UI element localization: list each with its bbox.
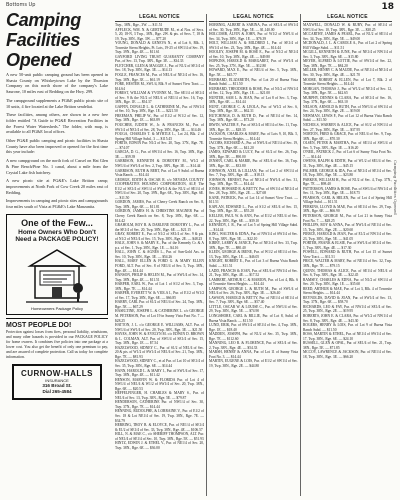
column-entries xyxy=(303,23,392,359)
ad-title: One of the Few... xyxy=(21,217,93,228)
left-sidebar xyxy=(4,8,110,496)
legal-notice-entry: JENSEN, CARL & MARIE, Pur. of SE1/4 of Sec. 36, Twp. 38N., Rge. 3E. — $33.80 xyxy=(209,159,298,168)
legal-notice-entry: MEYER, ALFRED & LOTTIE, Pur. of SW1/4 of Sec. 22, Twp. 38N., Rge. 7E. — $84.20 xyxy=(303,59,392,68)
legal-notice-entry: FORE, HESTER M., SW1/4, Blk. 9 of Sunset View Tract. — $14.64 xyxy=(115,82,204,91)
legal-notice-entry: MCCOY, LAWRENCE & JACKSON, Pur. of NE1/4 of Sec. 18, Twp. 38N., Rge. 3E. — $66.20 xyxy=(303,350,392,359)
legal-notice-entry: MILLER, HENRY C. & MAUDE, Pur. of NE1/4 of NE1/4 of Sec. 30, Twp. 38N., Rge. 4E. — $21.70 xyxy=(303,68,392,78)
column-header: LEGAL NOTICE xyxy=(209,14,298,22)
margin-note-text: Camping Facilities Opened xyxy=(393,160,398,215)
legal-notice-entry: FOUCHER, JUDITH W., Jr. & FRANCES M., Pur. of SW1/4 of NE1/4 of Sec. 28, Twp. 38N., Rge. 3E. — $14.46 xyxy=(115,123,204,132)
article-paragraph: These facilities, among others, are shown in a new free folder entitled "A Guide to PG&E Recreation Facilities in the Forest Water Watersheds." The folder, with map, is available to all PG&E local offices. xyxy=(6,112,108,135)
legal-notice-entry: YOUNG, DONALD & GENEVA N., et al Lot 6, Blk. 1, Townsite Sierra Heights, Pt. Lots, 19-25 of SW1/4 of Sec. 19, Twp. 39N., Rge. 4E. — $11.61 xyxy=(115,41,204,55)
homeowner-sign-illustration xyxy=(22,244,92,306)
legal-notice-entry: LONGSHORE, CARL & BILLIE, Pur. of Lot 8, Subd. of Buena Vista Ranch. — $11.50 xyxy=(209,314,298,323)
legal-notice-entry: MORGAN, THOMAS J., Pur. of W1/2 of NE1/4 of Sec. 12, Twp. 38N., Rge. 5E. — $42.65 xyxy=(303,86,392,96)
legal-notice-entry: LAMPSON, GEORGE L. & RUTH M., Pur. of SW1/4 of NE1/4 of Sec. 26, Twp. 38N., Rge. 3E. — $26.40 xyxy=(209,286,298,296)
legal-notice-entry: LAMBERT, ARTHUR C. & MARION, Pur. of Lot 4, Blk. 6 of Townsite Sierra Heights. — $14.44 xyxy=(209,277,298,287)
legal-notice-entry: MARSH, HENRY & ANNA, Pur. of Lot 11 of Sunny Vista Foot No. 3. — $14.44 xyxy=(209,350,298,359)
legal-notice-entry: QUINN, THOMAS & ALICE, Pur. of SE1/4 of NE1/4 of Sec. 6, Twp. 38N., Rge. 3E. — $22.45 xyxy=(303,268,392,278)
legal-notice-entry: HENNING, RUDOLPHE, & LORRAINE V., Pur. of E1/2 of Sec. 18 & Lot NE1/4 of Sec. 19, Twp. 38N., Rge. 7E. — $34.79 xyxy=(115,409,204,423)
legal-notice-entry: GRAY, ROBERT E., Pur. of N1/2 of SE1/4 of Sec. 9 & pts. of N1/2 of NE1/4 of Sec. 15, Twp. 38N., Rge. 2E. — $48.25 xyxy=(115,232,204,241)
legal-notice-entry: HOWARD, MAX E., Pur. of NE1/4 of Sec. 5, Twp. 38N., Rge. 5E. — $45.77 xyxy=(209,68,298,78)
legal-notice-entry: KAPLAN, EDWARD L., Pur. of S1/2 of SE1/4 of Sec. 15, Twp. 38N., Rge. 3E. — $55.20 xyxy=(209,204,298,214)
legal-notice-entry: ROGERS, HENRY & LOIS, Pur. of Lot 9 of Buena Vista Ranch Subd. — $11.50 xyxy=(303,323,392,332)
legal-notice-entry: GEORGE, EDITH & OSCAR R. c/o NEVADA COUNTY COOPERATIVE HOUSING CORPORATION, ALP, The E1/2 of SE1/4 of SW1/4 of SW1/4 & the N1/2 of SE1/4 of NW1/4 of Sec. 20, Twp. 39N., Rge. 6E., Twp. 38N., Rge. 6E. — $11.50 xyxy=(115,177,204,200)
legal-notice-entry: HEFFELFINGER, H. CHARLES & MARY S., Pur. of NE1/4 of Sec. 13, Twp. 38N., Rge. 5E. — $79.87 xyxy=(115,391,204,400)
ad2-body: Protection against losses from fires, personal liability, windstorm, and many other hazards is provided in our PACKAGE POLICY for home owners. It combines five policies into one package at a lower cost. You also get the benefit of only one premium to pay, and are assured of complete protection. Call us today for complete information. xyxy=(6,329,108,359)
page-number: 18 xyxy=(381,2,394,12)
legal-notice-entry: HUNT, GEORGE C. & LEOLA, Pur. of W1/2 of Sec. 6, Twp. 38N., Rge. 3E. — $62.31 xyxy=(209,104,298,114)
legal-notice-entry: HUNTER, SAM L. & JEAN, Pur. of Lot 8 of Sec. 3, Twp. 38N., Rge. 6E. — $14.44 xyxy=(209,95,298,105)
ad2-title: MOST PEOPLE DO! xyxy=(6,321,72,329)
legal-notice-entry: FORTIS, EDWIN Pur. N1/2 of Sec. 20, Twp. 37N., Rge. 7E. — $74.07 xyxy=(115,141,204,150)
legal-notice-entry: GARCIA, D. G., Pur. of SW1/4 of Sec. 16, Twp. 38N., Rge. 3E. — $59.39 xyxy=(115,150,204,159)
legal-notice-entry: LADD, FRANCIS & JOAN, Pur. of SE1/4 of NW1/4 of Sec. 21, Twp. 38N., Rge. 4E. — $17.52 xyxy=(209,268,298,278)
legal-notice-entry: GORDON, JAMES H. & CHRISTINE MAGNER Pur. of Cherry Creek Ranch on Sec. 8, Twp. 38N., Rge. 6E. — $14.42 xyxy=(115,209,204,223)
legal-notice-entry: HOERNIG, ALBERT & SABINA, Pur. of SE1/4 of SW1/4 of Sec. 30, Twp. 38N., Rge. 5E. — $1,140.00 xyxy=(209,23,298,32)
legal-notice-column xyxy=(206,14,300,496)
margin-note xyxy=(392,160,400,320)
legal-notice-entry: HARRY, CARL Pur. of S1/2 of NE1/4 of Sec. 24, Twp. 38N., Rge. 5E. — $67.29 xyxy=(115,300,204,309)
legal-notice-entry: PERKINS, LLOYD & MAE, Pur. of SE1/4 of Sec. 29, Twp. 38N., Rge. 6E. — $66.90 xyxy=(303,204,392,214)
column-entries xyxy=(209,23,298,369)
column-header: LEGAL NOTICE xyxy=(303,14,392,22)
sidebar-divider xyxy=(6,318,108,319)
legal-notice-entry: MURPHY, DENNIS & CLARA, Pur. of SE1/4 of Sec. 16, Twp. 37N., Rge. 6E. — $63.10 xyxy=(303,95,392,105)
legal-notice-column xyxy=(113,14,206,496)
legal-notice-entry: HENDERSON, CATHERINE Pur. of NW1/4 of Sec. 30, Twp. 37N., Rge. 7E. — $14.44 xyxy=(115,400,204,409)
legal-notice-column xyxy=(300,14,394,496)
legal-notice-entry: NEWMAN, LEWIS F., Pur. of Lot 12 of Buena Vista Ranch Subd. — $11.50 xyxy=(303,113,392,123)
legal-notice-entry: MARTIN, EUGENE & LOIS, Pur. of E1/2 of SW1/4 of Sec. 19, Twp. 38N., Rge. 2E. — $44.80 xyxy=(209,359,298,369)
legal-notice-entry: HATTON, J. L. c/o GEORGE E. WILLIAMS, ALT. Pur. of NW1/4 of SW1/4 of Sec. 20, Twp. 38N., Rge. 3E. — $21.50 xyxy=(115,323,204,332)
legal-notice-entry: RICHARDS, LEO & FAY, Pur. of NW1/4 of SE1/4 of Sec. 25, Twp. 38N., Rge. 2E. — $19.95 xyxy=(303,304,392,314)
legal-notice-entry: HERRING, TROY B. & ELOYCE, Pur. of NE1/4 of SE1/4 & E1/2 of SE1/4 of Sec. 33, Twp. 38N., Rge. 4E. — $106.57 xyxy=(115,423,204,432)
top-mark: Bottoms Up xyxy=(6,2,36,8)
curnow-halls-ad xyxy=(12,364,102,400)
legal-notice-columns xyxy=(113,14,394,496)
legal-notice-entry: REED, ARTHUR & MAE, Pur. of Lot 3, Blk. 4 of Townsite Sierra Heights. — $14.44 xyxy=(303,286,392,296)
agency-phone: Dial 265-4584 xyxy=(42,388,72,394)
legal-notice-entry: RUSSELL, GLEN & OPAL, Pur. of SE1/4 of Sec. 21, Twp. 38N., Rge. 5E. — $71.85 xyxy=(303,341,392,350)
legal-notice-entry: LITTLE, OSCAR W. & LOUISE C., Pur. of NW1/4 of Sec. 29, Twp. 38N., Rge. 5E. — $74.90 xyxy=(209,304,298,314)
article-paragraph: A new 50-unit public camping ground has been opened in Shasta County on Whiskeytown Lake by the Thurston Company on this north shore of the company's Lake Saurone, 10 miles east of Redding on the Hwy. 299. xyxy=(6,72,108,95)
article-paragraph: Other PG&E public camping and picnic facilities in Shasta County have also been improved or opened for the first time this year include: xyxy=(6,138,108,155)
legal-notice-entry: ROBERTS, JOHN E. & CLARA, Pur. of W1/2 of NW1/4 of Sec. 8, Twp. 38N., Rge. 4E. — $43.30 xyxy=(303,314,392,323)
legal-notice-entry: PRICE, WALTER & MARY, Pur. of NE1/4 of Sec. 32, Twp. 38N., Rge. 7E. — $79.15 xyxy=(303,259,392,268)
legal-notice-entry: HOLT, WILLIAM A. & MILDRED I., Pur. of SE1/4 of SW1/4 of Sec. 23, Twp. 38N., Rge. 4E. — $14.44 xyxy=(209,41,298,50)
legal-notice-entry: GORDON, JAMES, Pur. of Cherry Creek Ranch on Sec. 8, Twp. 38N., Rge. 6E. — $11.81 xyxy=(115,200,204,209)
legal-notice-entry: HANSON, PHILIP & HELEN M., Pur. of SW1/4 of Sec. 14, Twp. 38N., Rge. 4E. — $11.51 xyxy=(115,273,204,282)
article-paragraph: A new campground on the north fork of Cassel on Hat Glen & Pine Bench/Pine No. 1 canal, about a mile from the Crystal Lake fish hatchery. xyxy=(6,158,108,175)
legal-notice-entry: PALMER, GEORGE & IDA, Pur. of NE1/4 of SE1/4 of Sec. 18, Twp. 38N., Rge. 5E. — $23.80 xyxy=(303,168,392,178)
legal-notice-entry: HALL, JOHN C. & AGNES L., Pur. of Sun-Gold Ass. in Sec. 10, Twp. 38N., Rge. 3E. — $54.26 xyxy=(115,250,204,259)
legal-notice-entry: HUBBARD, THEODORE & ROSE, Pur. of N1/2 of NW1/4 of Sec. 12, Twp. 38N., Rge. 1E. — $21.00 xyxy=(209,86,298,96)
legal-notice-entry: POWELL, EDWARD & RUTH, Pur. of Lot 15 of Sunset View Tract. — $11.51 xyxy=(303,250,392,259)
legal-notice-entry: PATTERSON, JAMES & ROSE, Pur. of SW1/4 of NW1/4 of Sec. 11, Twp. 38N., Rge. 3E. — $18.75 xyxy=(303,186,392,196)
legal-notice-entry: HILL, N. & MAE C., c/o SHERIFF THOMPSON, ALT. Pur. of NE1/4 of SE1/4 of Sec. 10, Twp. 38N., Rge. 5E. — $51.93 xyxy=(115,432,204,441)
article-paragraph: Improvements in camping and picnic sites and campgrounds four miles south of Vista at PG&E's Lake Manzanita. xyxy=(6,198,108,210)
legal-notice-entry: MCGILL, KENNETH & JUNE, Pur. of NE1/4 of NW1/4 of Sec. 3, Twp. 38N., Rge. 6E. — $15.80 xyxy=(303,50,392,59)
legal-notice-entry: OWENS, RALPH & EDITH, Pur. of W1/2 of SE1/4 of Sec. 31, Twp. 38N., Rge. 4E. — $45.15 xyxy=(303,159,392,168)
legal-notice-entry: OLSEN, PETER & MARTHA, Pur. of SE1/4 of SW1/4 of Sec. 5, Twp. 38N., Rge. 1E. — $16.20 xyxy=(303,141,392,150)
insurance-ad xyxy=(6,214,108,315)
legal-notice-entry: HOOLEY, JOSEPH M. & ROSE E., Pur. of N1/2 of NE1/4 of Sec. 10, Twp. 38N., Rge. 4E. — $49.80 xyxy=(209,50,298,59)
legal-notice-entry: Twp., 38N., Rge., 3W. — $11.51 xyxy=(115,23,163,27)
agency-tagline: INSURANCE xyxy=(45,377,69,383)
legal-notice-entry: MANNING, LEO R. & FLORENCE, Pur. of SE1/4 of Sec. 2, Twp. 38N., Rge. 4E. — $54.33 xyxy=(209,341,298,350)
legal-notice-entry: JAMES, EDWARD & LUCY, Pur. of S1/2 of Sec. 26, Twp. 38N., Rge. 5E. — $90.00 xyxy=(209,150,298,159)
legal-notice-entry: NORTON, FRED & GRACE, Pur. of NE1/4 of Sec. 9, Twp. 38N., Rge. 6E. — $70.30 xyxy=(303,132,392,141)
legal-notice-entry: PARKER, WILLIAM H., Pur. of N1/2 of Sec. 4, Twp. 37N., Rge. 7E. — $98.40 xyxy=(303,177,392,187)
legal-notice-entry: FREEMAN, PHILIP W., Pur. of E1/2 of W1/2 of Sec. 12, Twp. 38N., Rge. 1E. — $63.89 xyxy=(115,113,204,123)
legal-notice-entry: PIERCE, HAROLD & JEAN, Pur. of E1/2 of NW1/4 of Sec. 23, Twp. 38N., Rge. 5E. — $41.05 xyxy=(303,232,392,241)
ad-subtitle: Home Owners Who Don't Need a PACKAGE POLICY! xyxy=(15,228,99,244)
legal-notice-entry: HARPER, EARL W., Pur. of Lot 1 of S1/2 of Sec. 3, Twp. 38N., Rge. 7E. — $14.44 xyxy=(115,282,204,291)
legal-notice-entry: KNIGHT, ROBERT E., Pur. of Lot 3 of Buena Vista Ranch Subd. — $11.51 xyxy=(209,259,298,268)
ad-caption: Homeowners Package Policy xyxy=(30,305,84,311)
legal-notice-entry: HAZELWOOD, SIDNEY C., Pur. of S1/2 of NE1/4 of Sec. 20 & pts. of W1/2 of SW1/4 of NE1/4 of Sec. 21, Twp. 38N., Rge. 7E. — $81.93 xyxy=(115,345,204,359)
legal-notice-entry: HENSON, MARVIN W. & FLORIDA Pur. of Lot 4 of NW1/4 of NE1/4 & W1/2 of SW1/4 of Sec. 20, Twp. 38N., Rge. 6E. — $20.53 xyxy=(115,377,204,391)
legal-notice-entry: HALL, MARY ELLEN & FORD G. & MARY ELLEN FORD, ALT. Pur. of Sec. 8 of NE1/4 of Sec. 5, Twp. 38N., Rge. 4E. — $14.44 xyxy=(115,259,204,273)
legal-notice-entry: FOGLE, FRANCES M., Pur. of NE1/4 of NE1/4 of Sec. 16, Twp. 38N., Rge. 3E. — $61.19 xyxy=(115,73,204,82)
legal-notice-entry: GARRISON, KENNETH & DOROTHY M., W1/2 of NW1/4 of SW1/4 of Sec. 2, Twp. 38N., Rge. 3E. — $14.44 xyxy=(115,159,204,168)
legal-notice-entry: LUND, ERIK, Pur. of SW1/4 of SE1/4 of Sec. 4, Twp. 38N., Rge. 1E. — $18.40 xyxy=(209,323,298,332)
legal-notice-entry: MAXWELL, DONALD W. & RUBY, Pur. of SE1/4 of NW1/4 of Sec. 10, Twp. 38N., Rge. 3E. — $30.25 xyxy=(303,23,392,32)
legal-notice-entry: GAYFORD LIVING TRUST GUARANTY COMPANY Pur., of Sec. 13, Twp. 38N., Rge. 3E. — $34.33 xyxy=(115,54,204,64)
legal-notice-entry: HOLCOMB, ALVIN & JOHN, Pur. of W1/2 of NW1/4 of Sec. 34, Twp. 38N., Rge. 1E. — $76.39 xyxy=(209,32,298,41)
legal-notice-entry: HARPER, EVERETT W. & VIOLA I., Pur. of E1/2 of W1/2 of Sec. 17, Twp. 38N., Rge. 6E. — $66.85 xyxy=(115,291,204,300)
column-header: LEGAL NOTICE xyxy=(115,14,204,22)
legal-notice-entry: JACKSON, CHARLES & MARY, Pur. of Lots 9, 10, Blk. 5, Townsite Sierra Heights. — $14.44 xyxy=(209,132,298,141)
legal-notice-entry: REYNOLDS, DAVID & JOAN, Pur. of SW1/4 of Sec. 13, Twp. 37N., Rge. 6E. — $58.70 xyxy=(303,295,392,305)
legal-notice-entry: GAFFIN, DONALD L. & CATHERINE M., Pur. of NW1/4 of Sec. 10, Twp. 38N., Rge. 1E. — $221.50 xyxy=(115,104,204,114)
legal-notice-entry: HAZELWOOD, SIDNEY C., et al Pur. of Lot 10 of SE1/4 of Sec. 35, Twp. 38N., Rge. 6E. — $14.44 xyxy=(115,359,204,369)
article-paragraph: A new picnic site at PG&E's Lake Britton camp; improvements at North Fork of Cow Creek 20 miles east of Redding. xyxy=(6,178,108,195)
legal-notice-entry: HASELTINE, JOSEPH L. & CATHERINE L. c/o GEORGE M. PETERSON, Pur. of Lot 19 in Sunny Vista Foot No. 7 — $28.25 xyxy=(115,309,204,323)
legal-notice-entry: RAMSEY, CHARLES & EDNA, Pur. of N1/2 of SW1/4 of Sec. 20, Twp. 38N., Rge. 1E. — $35.60 xyxy=(303,277,392,287)
legal-notice-entry: JOHNSON, AXEL & LILLIAN, Pur. of Lot 2 of SW1/4 of Sec. 7, Twp. 38N., Rge. 4E. — $18.13 xyxy=(209,168,298,178)
legal-notice-entry: HANN, HAROLD L. & MARY I., Pur. of SW1/4 of Sec. 17, Twp. 38N., Rge. 4E. — $11.42 xyxy=(115,368,204,378)
agency-name: CURNOW-HALLS xyxy=(20,368,94,378)
legal-notice-entry: PORTER, FRANK & ELSIE, Pur. of SW1/4 of SE1/4 of Sec. 1, Twp. 38N., Rge. 4E. — $17.30 xyxy=(303,241,392,250)
legal-notice-entry: HINTZ, EDWIN J. & ETHEL V., Pur. of NE1/4 of Sec. 20, Twp. 38N., Rge. 6E. — $36.00 xyxy=(115,441,204,450)
legal-notice-entry: KLEIN, GEORGE & IRENE, Pur. of W1/2 of SE1/4 of Sec. 13, Twp. 38N., Rge. 1E. — $46.05 xyxy=(209,250,298,259)
legal-notice-entry: NICHOLS, WARREN & ALICE, Pur. of S1/2 of NW1/4 of Sec. 27, Twp. 38N., Rge. 3E. — $37.95 xyxy=(303,123,392,132)
column-entries xyxy=(115,23,204,450)
legal-notice-entry: HAYES, JOHN W. & EVELYN M. c/o EDWIN D. BROWN & L. COLMAN, ALT. Pur. of SW1/4 of SE1/4 of Sec. 15, Twp. 38N., Rge. 1E. — $7.54 xyxy=(115,332,204,346)
legal-notice-entry: GRAHOLM, ROY B. & DARLENE DOROTHY L., Pur. of the SE1/4 of Sec. 20, Twp. 38N., Rge. 6E. — $21.15 xyxy=(115,223,204,232)
legal-notice-entry: MADDEN, JOSEPH, Pur. of N1/2 of Sec. 35, Twp. 38N., Rge. 7E. — $112.60 xyxy=(209,332,298,341)
legal-notice-entry: IRWIN, WALTER F., Pur. of SE1/4 of SE1/4 of Sec. 11, Twp. 38N., Rge. 1E. — $28.35 xyxy=(209,123,298,132)
legal-notice-entry: PETERSON, GEORGE M., Pur. of Lot 21 in Sunny Vista Foot No. 7. — $28.25 xyxy=(303,213,392,223)
legal-notice-entry: AFFLECK, WM. N. & GERTRUDE M., et al Nos. of Secs. 5, 20, 18-N, 3 Twp., 38N., Rge. 2W. & pts. of Secs. 7, 18 & 19, Twp. 38N., Rge. 3W. — $77.20 xyxy=(115,27,204,41)
agency-address: 316 Broad St. xyxy=(42,382,72,388)
legal-notice-entry: NELSON, ARNOLD & RUTH, Pur. of NW1/4 of SW1/4 of Sec. 24, Twp. 38N., Rge. 2E. — $19.00 xyxy=(303,104,392,114)
legal-notice-entry: KANE, PATRICK, Pur. of Lot 14 of Sunset View Tract. — $11.51 xyxy=(209,195,298,205)
legal-notice-entry: FOREST, WILLIAM & YVONNE M., The SE1/4 of SE1/4 of Sec. 9 & the N1/2 of NE1/4 of NE1/4 of Sec. 16, Twp. 38N., Rge. 1E. — $54.37 xyxy=(115,91,204,105)
legal-notice-entry: JACOBS, RICHARD A., Pur. of NW1/4 of NE1/4 of Sec. 19, Twp. 37N., Rge. 6E. — $41.20 xyxy=(209,141,298,150)
legal-notice-entry: KELLER, PAUL W. & ANN, Pur. of E1/2 of NE1/4 of Sec. 22, Twp. 38N., Rge. 6E. — $39.10 xyxy=(209,213,298,223)
legal-notice-entry: MCDONALD, J. L. & CAROLE A., Pur. of Lot 2 of Spring Hill Village Subd. — $11.51 xyxy=(303,41,392,50)
legal-notice-entry: PHILLIPS, ROY & ANNA, Pur. of NW1/4 of NE1/4 of Sec. 15, Twp. 38N., Rge. 2E. — $20.60 xyxy=(303,223,392,232)
legal-notice-entry: LAWSON, HAROLD & BETTY, Pur. of NE1/4 of SE1/4 of Sec. 7, Twp. 38N., Rge. 6E. — $57.40 xyxy=(209,295,298,305)
legal-notice-entry: HUBBARD, ELIZABETH, Pur. of Lot 20 of Buena Vista Ranch Subd. — $11.50 xyxy=(209,77,298,87)
article-body xyxy=(4,72,110,210)
legal-notice-entry: KIRBY, LARRY & JANICE, Pur. of NE1/4 of Sec. 33, Twp. 38N., Rge. 7E. — $80.40 xyxy=(209,241,298,250)
legal-notice-entry: GARRISON, RUTH & BERT, Pur. of Lot 9 Subd. of Buena Vista Ranch. — $14.44 xyxy=(115,168,204,178)
legal-notice-entry: KENNEDY, J. R., Pur. of Lot 5 of Spring Hill Village Subd. — $14.44 xyxy=(209,223,298,232)
legal-notice-entry: HUTCHINGS, D. & RUTH D., Pur. of NE1/4 of Sec. 14, Twp. 38N., Rge. 6E. — $73.20 xyxy=(209,113,298,123)
legal-notice-entry: HOPKINS, HAROLD & MARGARET, Pur. of SW1/4 of Sec. 25, Twp. 37N., Rge. 5E. — $12.80 xyxy=(209,59,298,68)
legal-notice-entry: MCCARTHY, JAMES & PEARL, Pur. of N1/2 of SE1/4 of Sec. 34, Twp. 38N., Rge. 5E. — $49.00 xyxy=(303,32,392,41)
legal-notice-entry: HALE, JOHN S. & MARY E., Pur. of the Kennedy Cr. & A p.s. of Sec. 1, Twp. 38N., Rge. 1E. — $4.16 xyxy=(115,241,204,250)
legal-notice-entry: FOUGA, CHARLES T. & MYRTLE L., Lot 24, Blk. 2 of Spring Hill Village Subd., 3 — $115.45 xyxy=(115,132,204,141)
legal-notice-entry: O'NEIL, PATRICK J., Pur. of Lot 6 of Sunny Vista Foot No. 7. — $14.44 xyxy=(303,150,392,159)
legal-notice-entry: KING, WALTER & EDNA, Pur. of NW1/4 of SW1/4 of Sec. 8, Twp. 38N., Rge. 5E. — $22.10 xyxy=(209,232,298,241)
legal-notice-entry: PEARSON, CARL & HELEN, Pur. of Lot 4 of Spring Hill Village Subd. — $11.51 xyxy=(303,195,392,205)
article-headline: Camping Facilities Opened xyxy=(6,10,81,70)
legal-notice-entry: JOHNSON, ERNEST, Pur. of NE1/4 of NW1/4 of Sec. 31, Twp. 38N., Rge. 7E. — $14.44 xyxy=(209,177,298,187)
legal-notice-entry: ROSS, MARTIN & ETHEL, Pur. of NE1/4 of SW1/4 of Sec. 17, Twp. 38N., Rge. 6E. — $24.10 xyxy=(303,332,392,341)
legal-notice-entry: MOORE, ROBERT & ELLEN, Pur. of Lot 7, Blk. 2 of Townsite Sierra Heights. — $14.44 xyxy=(303,77,392,87)
legal-notice-entry: FLETCHER, GLEN & MAGGIE J., Pur. of N1/2 of SE1/4 of Sec. 18, Twp. 38N., Rge. 3E. — $14.13 xyxy=(115,63,204,73)
legal-notice-entry: JONES, HOWARD R. & BETTY, Pur. of SW1/4 of NE1/4 of Sec. 28, Twp. 38N., Rge. 2E. — $27.68 xyxy=(209,186,298,196)
article-paragraph: The campground supplements a PG&E public picnic site of 10 units, 4 fire located at the Lake Britton sendeliat. xyxy=(6,97,108,109)
